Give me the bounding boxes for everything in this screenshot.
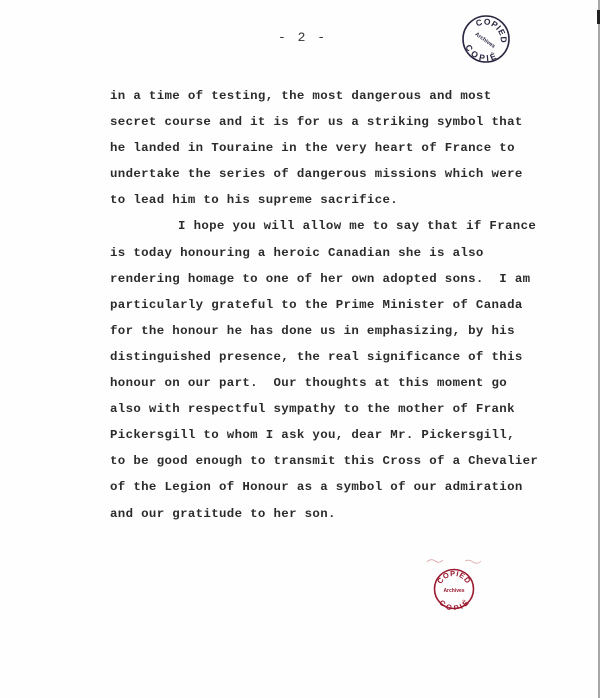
text-line: of the Legion of Honour as a symbol of our admiration	[110, 480, 523, 495]
text-line: to be good enough to transmit this Cross of a Chevalier	[110, 454, 539, 469]
text-line: distinguished presence, the real significance of this	[110, 349, 523, 364]
letter-body	[110, 83, 539, 527]
paragraph-1	[110, 83, 530, 213]
stamp-top-text: COPIED	[474, 16, 509, 44]
archives-copied-stamp-top	[461, 14, 511, 64]
stamp-center-text: Archives	[473, 31, 497, 50]
text-line: particularly grateful to the Prime Minister of Canada	[110, 297, 523, 312]
text-line: he landed in Touraine in the very heart of France to	[110, 141, 515, 156]
page-number: - 2 -	[278, 30, 328, 45]
text-line: secret course and it is for us a striking symbol that	[110, 115, 523, 130]
stamp-center-text: Archives	[443, 588, 465, 594]
svg-text:COPIED	[435, 569, 473, 586]
text-line: honour on our part. Our thoughts at this moment go	[110, 376, 508, 391]
stamp-icon	[461, 14, 511, 64]
text-line: rendering homage to one of her own adopted sons. I am	[110, 271, 531, 286]
svg-text:COPIÉ	[437, 598, 470, 610]
text-line: in a time of testing, the most dangerous and most	[110, 89, 492, 103]
stamp-bottom-text: COPIÉ	[437, 598, 471, 610]
pencil-mark	[425, 555, 485, 565]
paragraph-2	[110, 213, 539, 526]
text-line: undertake the series of dangerous missions which were	[110, 167, 523, 182]
stamp-icon	[433, 568, 475, 610]
archives-copied-stamp-bottom	[433, 568, 475, 610]
stamp-bottom-text: COPIÉ	[463, 42, 498, 64]
text-line: also with respectful sympathy to the mother of Frank	[110, 402, 515, 417]
text-line: Pickersgill to whom I ask you, dear Mr. Pickersgill,	[110, 428, 515, 443]
text-line: to lead him to his supreme sacrifice.	[110, 193, 399, 208]
text-line: is today honouring a heroic Canadian she is also	[110, 245, 484, 260]
text-line: for the honour he has done us in emphasizing, by his	[110, 323, 515, 338]
text-line: I hope you will allow me to say that if France	[178, 219, 537, 234]
text-line: and our gratitude to her son.	[110, 506, 336, 521]
stamp-top-text: COPIED	[435, 568, 473, 586]
